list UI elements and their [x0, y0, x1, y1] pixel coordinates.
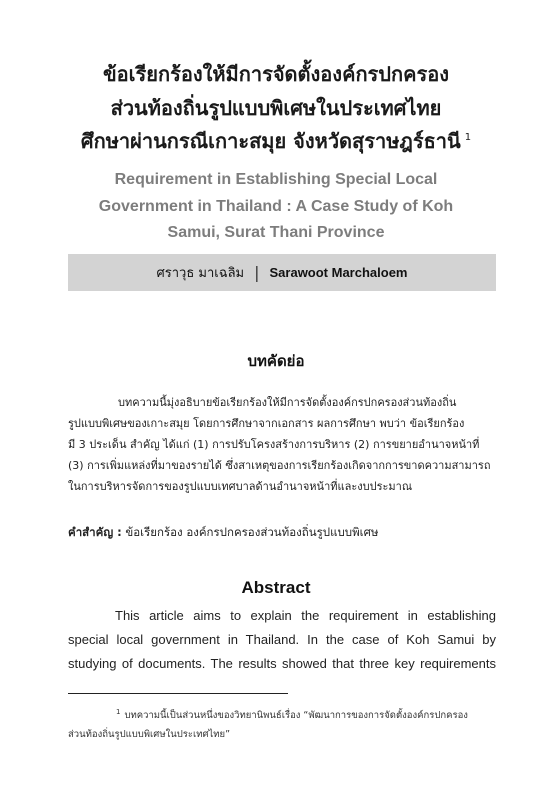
keywords [68, 524, 508, 542]
thai-abstract-line: มี 3 ประเด็น สำคัญ ได้แก่ (1) การปรับโครงสร้างการบริหาร (2) การขยายอำนาจหน้าที่ [68, 438, 480, 451]
thai-title-line-3 [40, 131, 512, 151]
footnote-divider [68, 693, 288, 694]
footnote [68, 703, 498, 744]
author-name-english: Sarawoot Marchaloem [269, 265, 408, 280]
english-abstract-line: studying of documents. The results showed that three key requirements [68, 656, 496, 671]
english-abstract-line: This article aims to explain the requirement in establishing [115, 608, 496, 623]
footnote-line-1 [68, 703, 498, 725]
english-abstract-body [68, 604, 496, 676]
keywords-label: คำสำคัญ : [68, 525, 122, 539]
english-title-line-2: Government in Thailand : A Case Study of Koh [98, 198, 454, 215]
footnote-line-1-text: บทความนี้เป็นส่วนหนึ่งของวิทยานิพนธ์เรื่อง “พัฒนาการของการจัดตั้งองค์กรปกครอง [124, 710, 468, 722]
thai-title-line-2: ส่วนท้องถิ่นรูปแบบพิเศษในประเทศไทย [110, 96, 442, 120]
english-title-line-3: Samui, Surat Thani Province [167, 224, 385, 241]
english-abstract-line: special local government in Thailand. In the case of Koh Samui by [68, 632, 496, 647]
author-bar [68, 254, 496, 291]
thai-abstract-line: รูปแบบพิเศษของเกาะสมุย โดยการศึกษาจากเอกสาร ผลการศึกษา พบว่า ข้อเรียกร้อง [68, 417, 465, 430]
author-name-thai: ศราวุธ มาเฉลิม [156, 266, 245, 281]
thai-abstract-line: บทความนี้มุ่งอธิบายข้อเรียกร้องให้มีการจัดตั้งองค์กรปกครองส่วนท้องถิ่น [118, 396, 457, 409]
keywords-text: ข้อเรียกร้อง องค์กรปกครองส่วนท้องถิ่นรูปแบบพิเศษ [121, 525, 379, 539]
thai-abstract-line: (3) การเพิ่มแหล่งที่มาของรายได้ ซึ่งสาเหตุของการเรียกร้องเกิดจากการขาดความสามารถ [68, 459, 491, 472]
thai-abstract-body [68, 392, 496, 497]
footnote-line-2: ส่วนท้องถิ่นรูปแบบพิเศษในประเทศไทย” [68, 729, 231, 741]
english-abstract-heading: Abstract [241, 578, 311, 597]
thai-abstract-line: ในการบริหารจัดการของรูปแบบเทศบาลด้านอำนาจหน้าที่และงบประมาณ [68, 480, 413, 493]
thai-title-line-3-text: ศึกษาผ่านกรณีเกาะสมุย จังหวัดสุราษฎร์ธานี [80, 129, 461, 153]
author-separator: | [254, 263, 260, 282]
thai-abstract-heading: บทคัดย่อ [247, 352, 305, 370]
thai-title-line-1: ข้อเรียกร้องให้มีการจัดตั้งองค์กรปกครอง [103, 62, 449, 86]
footnote-marker: 1 [116, 708, 121, 716]
title-footnote-marker[interactable]: 1 [464, 132, 472, 144]
english-title-line-1: Requirement in Establishing Special Local [114, 171, 438, 188]
